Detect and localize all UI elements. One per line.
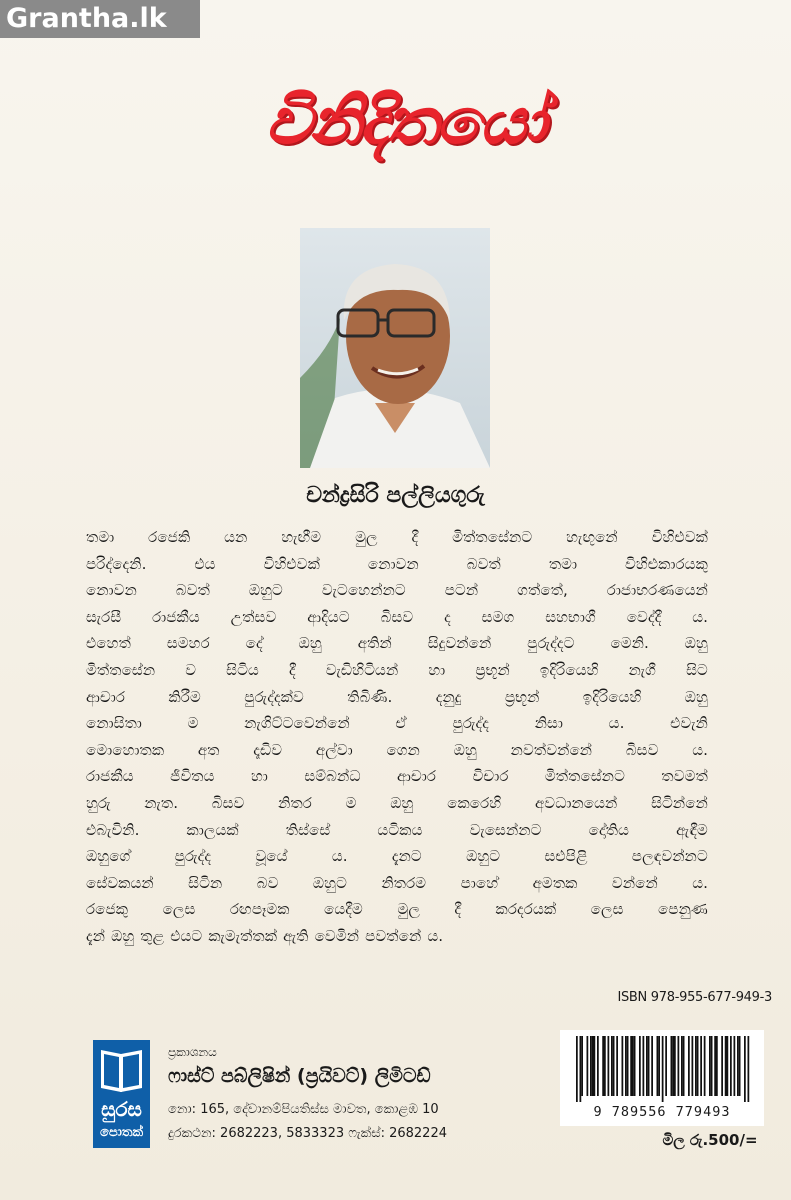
blurb-word: දැනට [391,847,422,866]
blurb-word: බිසව [380,607,414,626]
blurb-word: පුරුද්දට [527,634,575,653]
blurb-word: සිටින [188,873,223,892]
blurb-word: හැඟුනේ [566,528,618,546]
blurb-word: වන්නේ [611,873,658,892]
blurb-word: හා [428,660,446,679]
blurb-word: බිසව [211,793,245,812]
blurb-word: ඔහු [111,926,135,945]
blurb-word: දී [454,900,462,919]
blurb-word: ඔහුගේ [86,847,131,866]
blurb-word: ඔහුට [312,873,348,892]
blurb-word: දී [288,660,296,679]
blurb-word: ඉදිරියෙහි [582,687,642,706]
blurb-word: නැත. [144,793,179,812]
blurb-word: ව [185,660,197,679]
blurb-word: වෙද්දී [626,607,662,626]
blurb-line [86,763,708,790]
blurb-word: ය. [608,714,625,733]
barcode [560,1030,764,1126]
blurb-word: ප්‍රභූන් [504,687,540,706]
blurb-word: ආචාර [397,767,437,786]
blurb-word: ඇඳීම [676,820,708,839]
blurb-word: අත [197,740,220,759]
blurb-line [86,524,708,551]
blurb-word: සමහර [166,634,210,653]
blurb-word: එය [194,554,216,573]
blurb-word: ඔහුට [466,847,501,866]
blurb-word: දැන් [86,926,106,945]
author-name: චන්ද්‍රසිරි පල්ලියගුරු [306,483,485,508]
blurb-word: ඔහුට [248,581,283,600]
blurb-word: මොහොතක [86,740,165,759]
blurb-word: පවත්නේ [365,926,422,945]
blurb-word: නැගී [628,660,657,679]
blurb-word: ය. [692,740,708,759]
logo-text-line1: සුරස [101,1097,142,1121]
blurb-text [86,524,708,984]
blurb-word: දේ [245,634,263,653]
blurb-word: ගත්තේ, [517,581,568,600]
blurb-word: තුළ [140,926,165,945]
blurb-word: ඇති [283,926,309,945]
blurb-word: තවමත් [661,767,708,786]
blurb-word: විහිළුවක් [263,554,320,573]
blurb-word: බවත් [175,581,210,600]
blurb-word: වැටහෙන්නට [321,581,406,600]
blurb-word: ලෙස [590,900,624,919]
blurb-line [86,870,708,897]
blurb-word: පරිද්දෙනි. [86,554,147,573]
blurb-word: සිටින්නේ [651,793,708,812]
blurb-word: බව [256,873,279,892]
blurb-word: හා [250,767,268,786]
blurb-word: තිබිණි. [347,687,393,706]
blurb-word: රජෙකු [86,900,129,919]
blurb-word: නිතර [278,793,312,812]
blurb-word: අවධානයෙන් [534,793,618,812]
blurb-word: අතින් [357,634,392,653]
blurb-line [86,896,708,923]
blurb-word: යටිකය [377,820,423,839]
barcode-number: 9 789556 779493 [593,1104,731,1120]
author-photo [300,228,490,468]
blurb-line [86,923,708,950]
book-title: විනිදිතයෝ [265,84,545,159]
blurb-word: ඒ [395,714,407,733]
blurb-line [86,604,708,631]
blurb-word: ය. [427,926,444,945]
blurb-word: ඔහු [684,634,708,653]
blurb-word: රාජකීය [86,767,134,786]
blurb-word: නිතරම [381,873,427,892]
isbn-text: ISBN 978-955-677-949-3 [617,990,772,1005]
blurb-word: බිසව [625,740,659,759]
blurb-word: ය. [692,607,708,626]
blurb-word: දී [411,528,419,546]
blurb-line [86,630,708,657]
blurb-word: නොවන [367,554,419,573]
blurb-word: සළුපිළි [544,847,588,866]
blurb-line [86,684,708,711]
publisher-address: නො: 165, දේවානම්පියතිස්ස මාවත, කොළඹ 10 [168,1102,439,1117]
blurb-word: ඔහු [390,793,414,812]
blurb-word: විහිළුවක් [651,528,708,546]
blurb-word: නිසා [534,714,563,733]
blurb-line [86,737,708,764]
blurb-word: අමතක [532,873,578,892]
blurb-word: ඔහු [453,740,477,759]
blurb-word: හැඟීම [281,528,322,546]
blurb-word: ද [444,607,451,626]
blurb-line [86,710,708,737]
publisher-name: ෆාස්ට් පබ්ලිෂින් (ප්‍රයිවට්) ලිමිටඩ් [168,1065,431,1087]
blurb-word: ප්‍රභූන් [475,660,510,679]
blurb-word: එයට [170,926,203,945]
blurb-word: පුරුද්ද [452,714,490,733]
blurb-word: මුල [355,528,378,546]
blurb-line [86,817,708,844]
blurb-word: සිදුවන්නේ [427,634,492,653]
blurb-word: එහෙත් [86,634,131,653]
blurb-word: වැඩිහිටියන් [325,660,399,679]
blurb-word: වෙමින් [314,926,360,945]
blurb-word: කාලයක් [186,820,239,839]
blurb-word: යන [224,528,248,546]
blurb-word: දනුදු [435,687,462,706]
blurb-line [86,657,708,684]
blurb-word: ලෙස [162,900,196,919]
blurb-word: ම [345,793,357,812]
blurb-word: සේවකයන් [86,873,154,892]
blurb-line [86,790,708,817]
blurb-word: ආදියට [307,607,350,626]
blurb-word: විහිළුකාරයකු [625,554,708,573]
blurb-word: නොසිතා [86,714,142,733]
blurb-word: එවැනි [670,714,708,733]
book-icon [98,1044,145,1096]
blurb-word: පුරුද්ද [174,847,212,866]
blurb-line [86,577,708,604]
blurb-word: මිත්තසේනට [544,767,625,786]
blurb-word: උත්සව [230,607,277,626]
blurb-word: වූයේ [255,847,288,866]
blurb-word: ඔහු [298,634,322,653]
blurb-word: ඉදිරියෙහි [539,660,599,679]
blurb-word: කෙරෙහි [447,793,502,812]
blurb-word: වැසෙන්නට [469,820,542,839]
blurb-word: සම්බන්ධ [304,767,361,786]
blurb-word: යෙදීම [324,900,363,919]
blurb-word: ජීවිතය [170,767,215,786]
blurb-word: කරදරයක් [495,900,557,919]
blurb-word: ගෙන [386,740,421,759]
blurb-word: ම [187,714,199,733]
blurb-word: අල්වා [315,740,353,759]
blurb-word: මෙනි. [610,634,649,653]
blurb-word: ය. [331,847,348,866]
blurb-word: නවත්වන්නේ [510,740,593,759]
publisher-phone: දුරකථන: 2682223, 5833323 ෆැක්ස්: 2682224 [168,1126,447,1141]
blurb-word: පාහේ [460,873,499,892]
blurb-line [86,551,708,578]
blurb-word: ආචාර [86,687,126,706]
publisher-label: ප්‍රකාශනය [168,1045,217,1059]
blurb-word: සිටිය [226,660,259,679]
blurb-word: රඟපෑමක [229,900,290,919]
blurb-word: මිත්තසේන [86,660,156,679]
blurb-word: බවත් [466,554,501,573]
price-label: මිල රු.500/= [662,1131,758,1149]
blurb-word: නොවන [86,581,137,600]
blurb-word: එබැවිනි. [86,820,140,839]
blurb-word: රාජකීය [152,607,200,626]
barcode-bars [560,1030,764,1104]
blurb-word: නැගිට්ටවෙන්නේ [244,714,350,733]
blurb-word: පලඳවන්නට [631,847,708,866]
blurb-word: ය. [692,873,708,892]
logo-text-line2: පොතක් [99,1125,144,1140]
blurb-word: කිරීම [168,687,201,706]
blurb-word: කැමැත්තක් [208,926,278,945]
blurb-word: සමග [481,607,515,626]
blurb-word: මිත්තසේනට [452,528,533,546]
blurb-word: පටන් [444,581,479,600]
blurb-word: දෝතිය [588,820,629,839]
blurb-word: තමා [86,528,115,546]
blurb-word: ඔහු [684,687,708,706]
blurb-word: සහභාගී [545,607,596,626]
blurb-word: හුරු [86,793,111,812]
blurb-word: රාජාභරණයෙන් [606,581,708,600]
blurb-word: සිට [686,660,708,679]
blurb-word: විචාර [472,767,509,786]
blurb-word: සැරසී [86,607,122,626]
site-watermark: Grantha.lk [0,0,200,38]
blurb-word: දෑඩිව [253,740,283,759]
blurb-word: තිස්සේ [285,820,331,839]
blurb-word: රජෙකි [148,528,191,546]
blurb-line [86,843,708,870]
blurb-word: පුරුද්දක්ව [244,687,304,706]
publisher-logo [93,1040,150,1148]
blurb-word: මුල [397,900,420,919]
blurb-word: පෙනුණ [657,900,708,919]
blurb-word: තමා [548,554,578,573]
